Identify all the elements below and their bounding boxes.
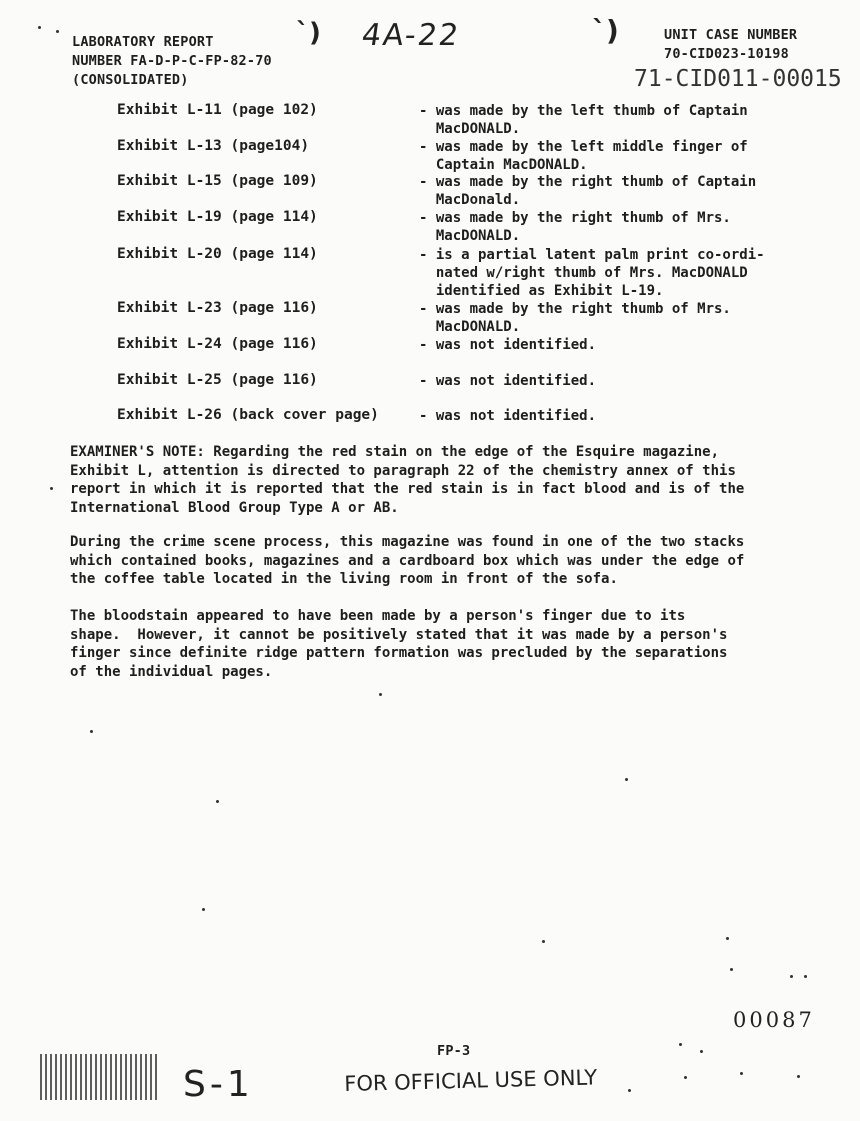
unit-case-number: 70-CID023-10198 [664,46,789,62]
speck [684,1076,687,1079]
exhibit-result: - was made by the left middle finger of Captain MacDONALD. [419,139,748,173]
speck [726,937,729,940]
bloodstain-paragraph: The bloodstain appeared to have been made by a person's finger due to its shape. However, it cannot be positively stated that it was made by a person's finger since definite ridge pattern formation was precluded by the separations of the individual pages. [70,608,728,680]
exhibit-result: - was made by the right thumb of Captain MacDonald. [419,174,757,208]
speck [38,26,41,29]
handwritten-mark: S-1 [183,1064,254,1105]
speck [628,1089,631,1092]
speck [730,968,733,971]
exhibit-label: Exhibit L-15 (page 109) [117,173,318,189]
report-consolidated: (CONSOLIDATED) [72,72,189,88]
hole-mark-left: ˋ) [296,18,321,48]
speck [216,800,219,803]
exhibit-result: - was not identified. [419,408,597,424]
exhibit-label: Exhibit L-24 (page 116) [117,336,318,352]
report-title: LABORATORY REPORT [72,34,214,50]
speck [740,1072,743,1075]
speck [542,940,545,943]
speck [56,30,59,33]
illegible-stamp [40,1054,158,1100]
speck [379,693,382,696]
handwritten-page-ref: 4A-22 [359,18,463,53]
classification-stamp: FOR OFFICIAL USE ONLY [344,1065,598,1096]
speck [797,1075,800,1078]
speck [679,1043,682,1046]
page-code: FP-3 [437,1043,471,1059]
exhibit-label: Exhibit L-13 (page104) [117,138,310,154]
page-number: 00087 [733,1008,815,1032]
exhibit-result: - was not identified. [419,373,597,389]
speck [625,778,628,781]
exhibit-label: Exhibit L-25 (page 116) [117,372,318,388]
hole-mark-right: ˋ) [592,14,619,47]
crime-scene-paragraph: During the crime scene process, this magazine was found in one of the two stacks which contained books, magazines and a cardboard box which was under the edge of the coffee table located in the living room in front of the sofa. [70,534,745,587]
speck [790,975,793,978]
exhibit-result: - was made by the left thumb of Captain MacDONALD. [419,103,748,137]
speck [50,487,53,490]
exhibit-result: - was not identified. [419,337,597,353]
speck [700,1050,703,1053]
exhibit-label: Exhibit L-11 (page 102) [117,102,318,118]
exhibit-label: Exhibit L-19 (page 114) [117,209,318,225]
speck [90,730,93,733]
exhibit-label: Exhibit L-26 (back cover page) [117,407,379,423]
exhibit-label: Exhibit L-23 (page 116) [117,300,318,316]
speck [202,908,205,911]
exhibit-result: - was made by the right thumb of Mrs. MacDONALD. [419,301,731,335]
speck [804,975,807,978]
case-stamp: 71-CID011-00015 [634,66,842,92]
unit-case-label: UNIT CASE NUMBER [664,27,798,43]
exhibit-label: Exhibit L-20 (page 114) [117,246,318,262]
report-number: NUMBER FA-D-P-C-FP-82-70 [72,53,272,69]
examiners-note: EXAMINER'S NOTE: Regarding the red stain on the edge of the Esquire magazine, Exhibit L, attention is directed to paragraph 22 of the chemistry annex of this report in which it is reported that the red stain is in fact blood and is of the International Blood Group Type A or AB. [70,444,745,516]
exhibit-result: - was made by the right thumb of Mrs. MacDONALD. [419,210,731,244]
exhibit-result: - is a partial latent palm print co-ordi- nated w/right thumb of Mrs. MacDONALD identified as Exhibit L-19. [419,247,765,299]
